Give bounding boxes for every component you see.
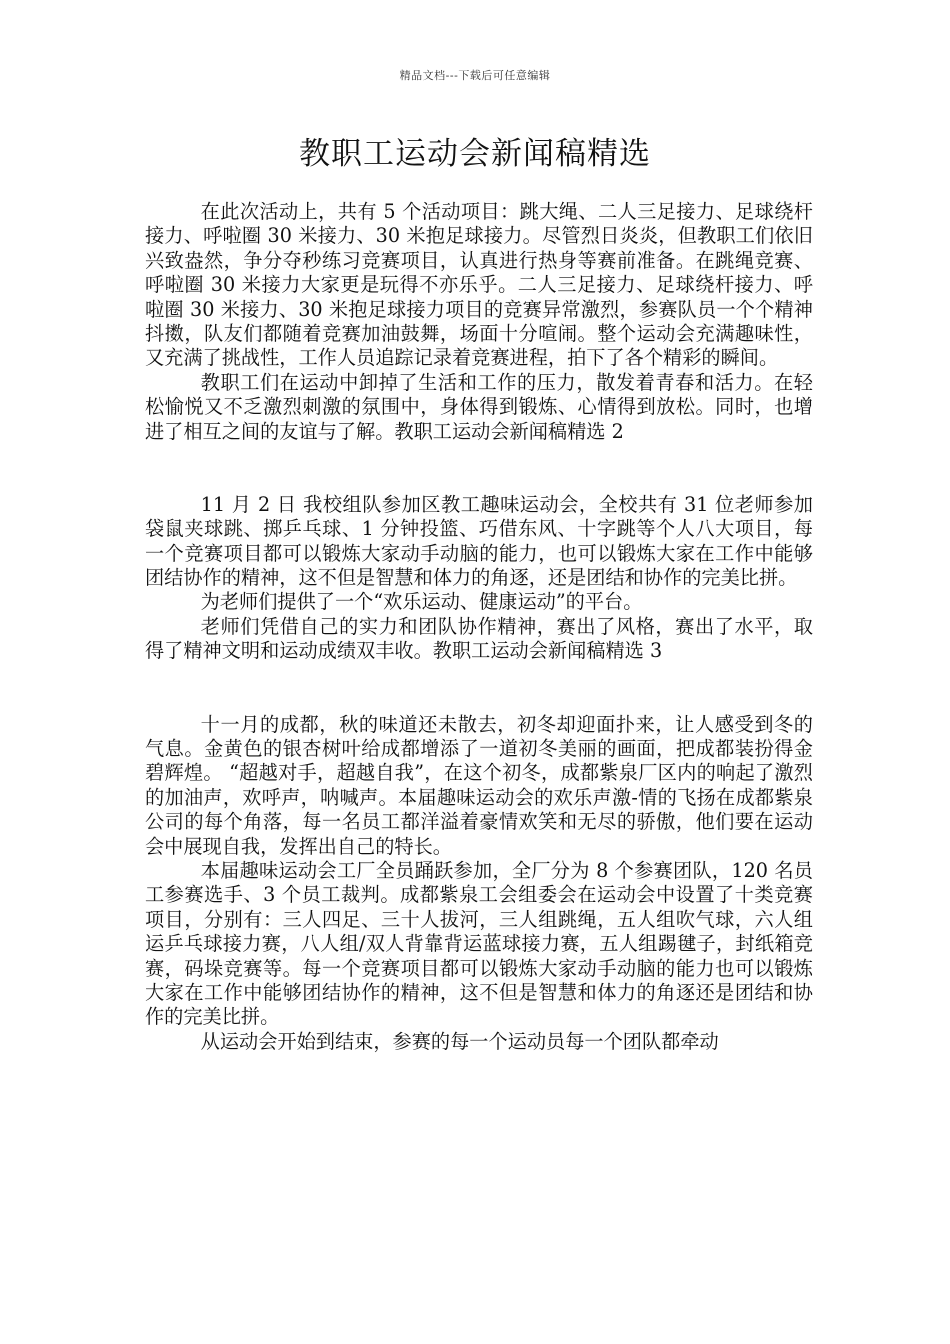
header-note: 精品文档---下载后可任意编辑 [399,69,551,82]
paragraph: 11 月 2 日 我校组队参加区教工趣味运动会，全校共有 31 位老师参加袋鼠夹球跳、掷乒乓球、1 分钟投篮、巧借东风、十字跳等个人八大项目，每一个竞赛项目都可以锻炼大家动手动脑的能力，也可以锻炼大家在工作中能够团结协作的精神，这不但是智慧和体力的角逐，还是团结和协作的完美比拼。 [145,492,813,590]
page-title: 教职工运动会新闻稿精选 [299,136,651,172]
paragraph: 教职工们在运动中卸掉了生活和工作的压力，散发着青春和活力。在轻松愉悦又不乏激烈刺激的氛围中，身体得到锻炼、心情得到放松。同时，也增进了相互之间的友谊与了解。教职工运动会新闻稿精选 2 [145,370,813,443]
paragraph: 从运动会开始到结束，参赛的每一个运动员每一个团队都牵动 [200,1029,719,1053]
article-body [145,200,813,1054]
paragraph: 本届趣味运动会工厂全员踊跃参加，全厂分为 8 个参赛团队，120 名员工参赛选手、3 个员工裁判。成都紫泉工会组委会在运动会中设置了十类竞赛项目，分别有：三人四足、三十人拔河，三人组跳绳，五人组吹气球，六人组运乒乓球接力赛，八人组/双人背靠背运蓝球接力赛，五人组踢毽子，封纸箱竞赛，码垛竞赛等。每一个竞赛项目都可以锻炼大家动手动脑的能力也可以锻炼大家在工作中能够团结协作的精神，这不但是智慧和体力的角逐还是团结和协作的完美比拼。 [145,858,813,1029]
paragraph: 为老师们提供了一个“欢乐运动、健康运动”的平台。 [200,590,643,614]
paragraph: 在此次活动上，共有 5 个活动项目：跳大绳、二人三足接力、足球绕杆接力、呼啦圈 30 米接力、30 米抱足球接力。尽管烈日炎炎，但教职工们依旧兴致盎然，争分夺秒练习竞赛项目，认真进行热身等赛前准备。在跳绳竞赛、呼啦圈 30 米接力大家更是玩得不亦乐乎。二人三足接力、足球绕杆接力、呼啦圈 30 米接力、30 米抱足球接力项目的竞赛异常激烈，参赛队员一个个精神抖擞，队友们都随着竞赛加油鼓舞，场面十分喧闹。整个运动会充满趣味性，又充满了挑战性，工作人员追踪记录着竞赛进程，拍下了各个精彩的瞬间。 [145,200,813,370]
paragraph: 老师们凭借自己的实力和团队协作精神，赛出了风格，赛出了水平，取得了精神文明和运动成绩双丰收。教职工运动会新闻稿精选 3 [145,614,813,663]
paragraph: 十一月的成都，秋的味道还未散去，初冬却迎面扑来，让人感受到冬的气息。金黄色的银杏树叶给成都增添了一道初冬美丽的画面，把成都装扮得金碧辉煌。 “超越对手，超越自我”，在这个初冬，成都紫泉厂区内的响起了激烈的加油声，欢呼声，呐喊声。本届趣味运动会的欢乐声激-情的飞扬在成都紫泉公司的每个角落，每一名员工都洋溢着豪情欢笑和无尽的骄傲，他们要在运动会中展现自我，发挥出自己的特长。 [145,712,813,858]
